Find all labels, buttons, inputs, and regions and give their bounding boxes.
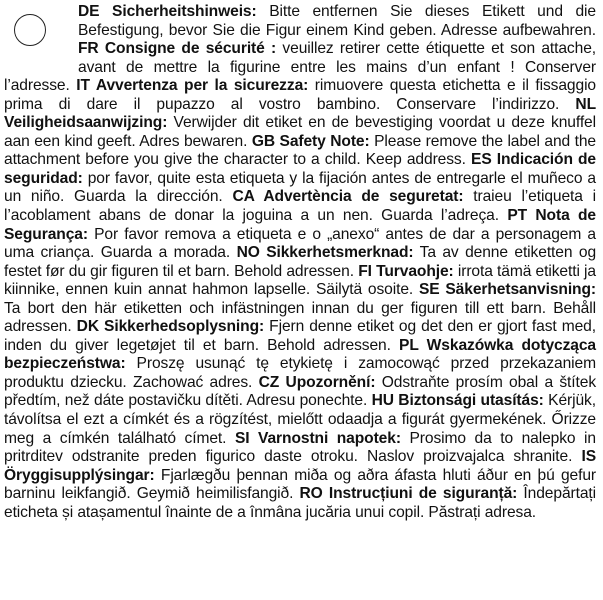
section-heading-it: IT Avvertenza per la sicurezza: xyxy=(76,77,309,95)
section-body-pt: Por favor remova a etiqueta e o „anexo“ antes de dar a personagem a uma criança. Guarda a morada. xyxy=(4,225,596,262)
section-heading-fi: FI Turvaohje: xyxy=(358,262,454,280)
section-heading-ro: RO Instrucțiuni de siguranță: xyxy=(299,485,518,503)
section-heading-si: SI Varnostni napotek: xyxy=(234,429,401,447)
section-heading-hu: HU Biztonsági utasítás: xyxy=(371,392,544,410)
hang-hole-spacer xyxy=(4,3,78,59)
section-heading-is: IS Öryggisupplýsingar: xyxy=(4,448,597,484)
section-body-nl: Verwijder dit etiket en de bevestiging voordat u deze knuffel aan een kind geeft. Adres bewaren. xyxy=(4,114,596,150)
section-heading-dk: DK Sikkerhedsoplysning: xyxy=(76,318,265,336)
section-heading-cz: CZ Upozornění: xyxy=(258,373,376,391)
section-body-ca: traieu l’etiqueta i l’acoblament abans de donar la joguina a un nen. Guarda l’adreça. xyxy=(4,188,597,225)
section-body-gb: Please remove the label and the attachment before you give the character to a child. Keep address. xyxy=(4,132,596,169)
section-body-de: Bitte entfernen Sie dieses Etikett und die Befestigung, bevor Sie die Figur einem Kind geben. Adresse aufbewahren. xyxy=(78,3,596,39)
section-heading-gb: GB Safety Note: xyxy=(251,132,370,150)
section-body-dk: Fjern denne etiket og det den er gjort fast med, inden du giver legetøjet til et barn. Behold adressen. xyxy=(4,318,596,354)
section-body-hu: Kérjük, távolítsa el ezt a címkét és a rögzítést, mielőtt odaadja a figurát gyermekének. Őrizze meg a címkén található címet. xyxy=(4,392,596,447)
section-heading-de: DE Sicherheitshinweis: xyxy=(78,3,257,20)
section-heading-fr: FR Consigne de sécurité : xyxy=(78,40,277,58)
section-body-is: Fjarlægðu þennan miða og aðra áfasta hluti áður en þú gefur barninu leikfangið. Geymið heimilisfangið. xyxy=(4,466,596,503)
section-body-ro: Îndepărtați eticheta și atașamentul înainte de a înmâna jucăria unui copil. Păstrați adresa. xyxy=(4,485,597,521)
section-heading-pt: PT Nota de Segurança: xyxy=(4,207,596,243)
section-body-es: por favor, quite esta etiqueta y la fijación antes de entregarle el muñeco a un niño. Guarda la dirección. xyxy=(4,169,596,206)
section-body-pl: Proszę usunąć tę etykietę i zamocowąć przed przekazaniem produktu dziecku. Zachować adres. xyxy=(4,355,596,391)
section-body-si: Prosimo da to nalepko in pritrditev odstranite preden figurico daste otroku. Naslov proizvajalca shranite. xyxy=(4,429,596,466)
section-heading-no: NO Sikkerhetsmerknad: xyxy=(236,244,414,262)
section-body-no: Ta av denne etiketten og festet før du gir figuren til et barn. Behold adressen. xyxy=(4,244,597,280)
section-body-cz: Odstraňte prosím obal a štítek předtím, než dáte postavičku dítěti. Adresu ponechte. xyxy=(4,373,597,410)
section-body-fr: veuillez retirer cette étiquette et son attache, avant de mettre la figurine entre les mains d’un enfant ! Conserver l’adresse. xyxy=(4,40,596,95)
section-body-fi: irrota tämä etiketti ja kiinnike, ennen kuin annat hahmon lapselle. Säilytä osoite. xyxy=(4,262,596,299)
section-heading-es: ES Indicación de seguridad: xyxy=(4,151,597,187)
section-body-it: rimuovere questa etichetta e il fissaggio prima di dare il pupazzo al vostro bambino. Conservare l’indirizzo. xyxy=(4,77,597,113)
safety-notice-text xyxy=(4,3,596,522)
section-heading-pl: PL Wskazówka dotycząca bezpieczeństwa: xyxy=(4,336,597,373)
section-heading-se: SE Säkerhetsanvisning: xyxy=(418,281,596,299)
section-heading-ca: CA Advertència de seguretat: xyxy=(232,188,464,206)
section-body-se: Ta bort den här etiketten och infästningen innan du ger figuren till ett barn. Behåll adressen. xyxy=(4,299,596,336)
section-heading-nl: NL Veiligheidsaanwijzing: xyxy=(4,95,596,132)
